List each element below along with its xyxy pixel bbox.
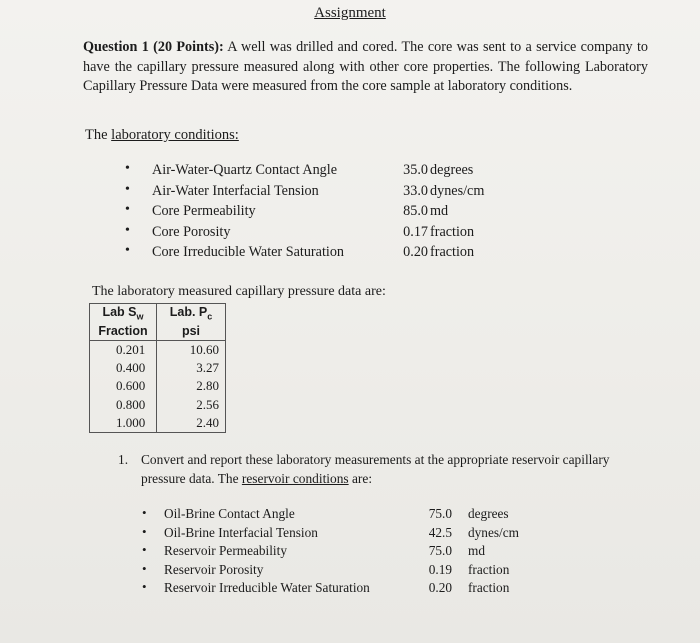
reservoir-condition-name: Reservoir Irreducible Water Saturation <box>164 580 370 596</box>
task-number: 1. <box>118 452 129 467</box>
reservoir-condition-unit: degrees <box>468 506 509 521</box>
lab-condition-unit: fraction <box>430 223 475 240</box>
lab-condition-name: Air-Water-Quartz Contact Angle <box>152 162 338 178</box>
reservoir-condition-value: 0.19 <box>428 561 452 577</box>
lab-conditions-heading <box>85 127 239 144</box>
bullet-icon: • <box>125 202 130 217</box>
sw-cell: 1.000 <box>90 414 157 433</box>
reservoir-condition-name: Reservoir Permeability <box>164 543 287 559</box>
sw-cell: 0.201 <box>90 341 157 360</box>
bullet-icon: • <box>142 542 147 558</box>
lab-condition-name: Core Porosity <box>152 223 231 240</box>
reservoir-condition-value: 75.0 <box>428 506 452 521</box>
task-item <box>118 451 638 488</box>
lab-condition-value: 0.17 <box>403 223 428 240</box>
col-pc-header: Lab. $P_c$ <box>169 304 213 322</box>
bullet-icon: • <box>142 579 147 595</box>
bullet-icon: • <box>125 243 130 258</box>
table-row <box>90 377 226 395</box>
bullet-icon: • <box>125 222 130 238</box>
reservoir-condition-name: Reservoir Porosity <box>164 561 264 577</box>
table-header-row <box>90 304 226 323</box>
table-units-row <box>90 322 226 341</box>
lab-condition-name: Core Irreducible Water Saturation <box>152 244 345 260</box>
lab-conditions-heading-text: laboratory conditions: <box>111 127 239 143</box>
question-paragraph <box>83 38 648 97</box>
table-row <box>90 396 226 414</box>
pc-cell: 2.80 <box>196 378 219 394</box>
reservoir-condition-name: Oil-Brine Interfacial Tension <box>164 524 318 540</box>
question-label: Question 1 (20 Points): <box>83 39 224 55</box>
lab-condition-unit: fraction <box>430 244 475 260</box>
pc-cell: 2.56 <box>196 396 219 412</box>
lab-condition-unit: dynes/cm <box>430 182 485 199</box>
bullet-icon: • <box>142 505 147 520</box>
lab-condition-value: 33.0 <box>403 182 428 199</box>
table-row <box>90 341 226 360</box>
lab-condition-value: 0.20 <box>403 244 428 260</box>
sw-cell: 0.800 <box>90 396 157 414</box>
capillary-pressure-table <box>89 303 226 433</box>
reservoir-condition-value: 75.0 <box>428 543 452 559</box>
bullet-icon: • <box>125 181 130 197</box>
reservoir-condition-value: 0.20 <box>428 580 452 596</box>
reservoir-condition-value: 42.5 <box>428 524 452 540</box>
sw-cell: 0.600 <box>90 377 157 395</box>
col-sw-unit: Fraction <box>90 322 157 341</box>
lab-condition-name: Core Permeability <box>152 203 256 219</box>
lab-condition-unit: md <box>430 203 449 219</box>
reservoir-condition-unit: dynes/cm <box>468 524 519 540</box>
task-text: Convert and report these laboratory measurements at the appropriate reservoir capillary pressure data. The reservoir conditions are: <box>141 452 610 486</box>
pc-cell: 3.27 <box>196 360 219 376</box>
reservoir-condition-unit: fraction <box>468 580 510 596</box>
bullet-icon: • <box>125 161 130 176</box>
col-pc-unit: psi <box>157 322 226 341</box>
reservoir-condition-unit: md <box>468 543 485 559</box>
reservoir-condition-name: Oil-Brine Contact Angle <box>164 506 295 521</box>
reservoir-condition-unit: fraction <box>468 561 510 577</box>
lab-condition-value: 85.0 <box>403 203 428 219</box>
col-sw-header: Lab $S_w$ <box>90 304 157 323</box>
table-row <box>90 414 226 433</box>
table-row <box>90 359 226 377</box>
reservoir-conditions-label: reservoir conditions <box>241 470 349 486</box>
lab-condition-value: 35.0 <box>403 162 428 178</box>
pc-cell: 10.60 <box>189 342 219 358</box>
pc-cell: 2.40 <box>196 414 219 430</box>
lab-condition-name: Air-Water Interfacial Tension <box>152 182 319 199</box>
bullet-icon: • <box>142 560 147 576</box>
measured-data-heading: The laboratory measured capillary pressure data are: <box>92 284 386 299</box>
sw-cell: 0.400 <box>90 359 157 377</box>
lab-condition-unit: degrees <box>430 162 474 178</box>
question-body: A well was drilled and cored. The core was sent to a service company to have the capillary pressure measured along with other core properties. The following Laboratory Capillary Pressure Data were measured from the core sample at laboratory conditions. <box>83 39 648 94</box>
bullet-icon: • <box>142 523 147 539</box>
lab-conditions-prefix: The <box>85 127 112 143</box>
page-title: Assignment <box>314 5 386 21</box>
